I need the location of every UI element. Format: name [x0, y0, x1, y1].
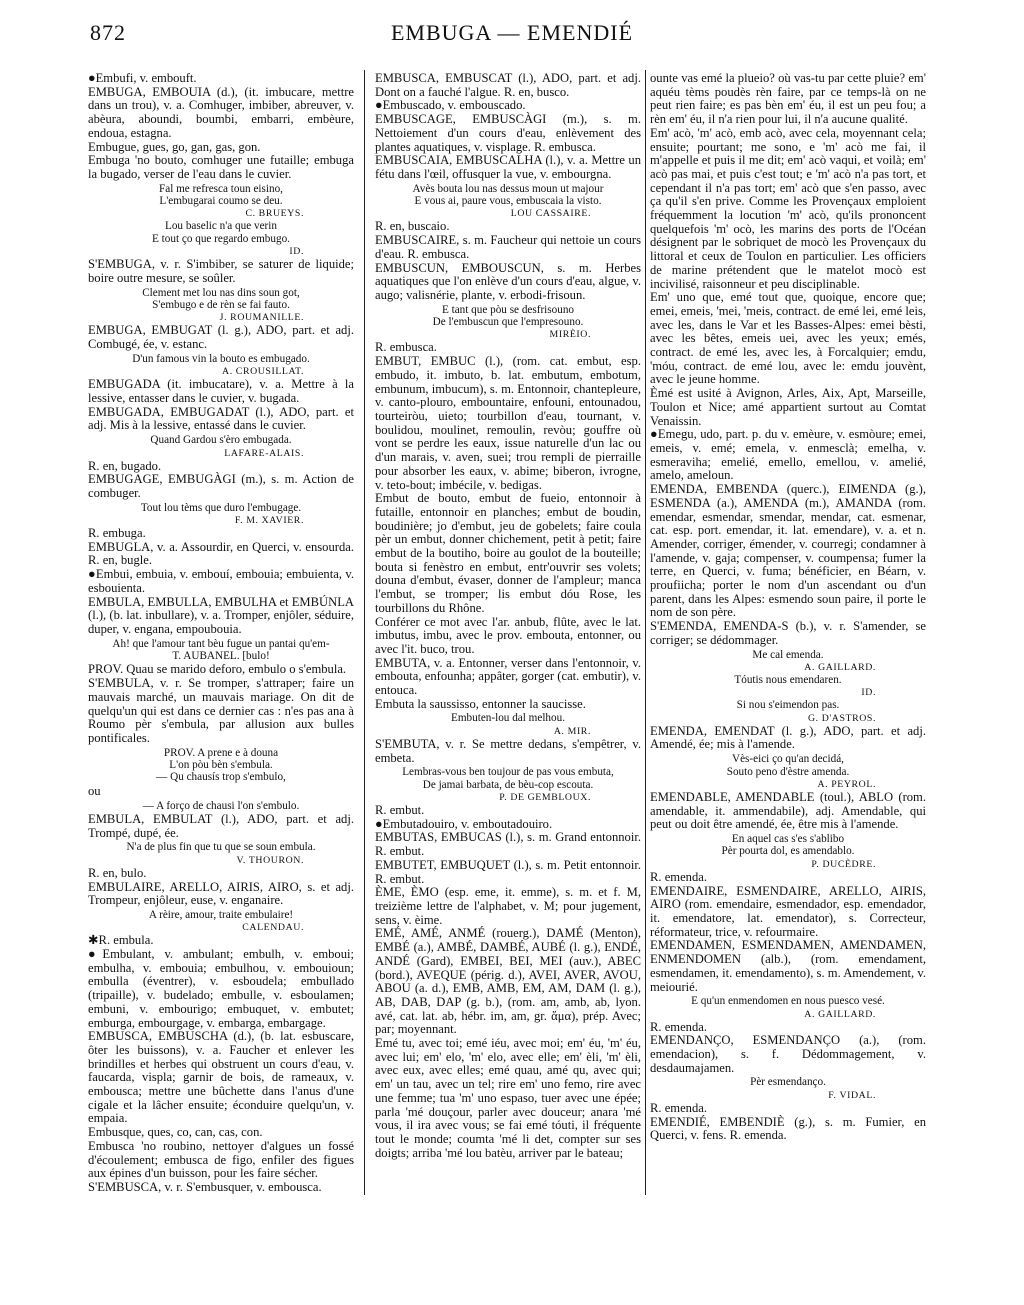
dictionary-entry: ou: [88, 783, 101, 798]
dictionary-entry: EMENDIÉ, EMBENDIÈ (g.), s. m. Fumier, en Querci, v. fens. R. emenda.: [650, 1114, 926, 1143]
citation-author: A. GAILLARD.: [804, 1008, 876, 1020]
dictionary-entry: EMBULA, EMBULAT (l.), ADO, part. et adj. Trompé, dupé, ée.: [88, 812, 354, 840]
dictionary-entry: EMBUSCA, EMBUSCAT (l.), ADO, part. et adj. Dont on a fauché l'algue. R. en, busco.: [375, 72, 641, 99]
citation-quote: PROV. A prene e à douna L'on pòu bèn s'embula. — Qu chausís trop s'embulo,: [156, 746, 286, 784]
citation-author: C. BRUEYS.: [245, 208, 304, 220]
dictionary-entry: Em' acò, 'm' acò, emb acò, avec cela, moyennant cela; ensuite; pourtant; me sono, e 'm' acò me fai, il m'appelle et puis il me dit; em' acò vaqui, et voilà; em' acò pas mai, et puis c'est tout; e 'm' acò n'a pas tort, et cependant il n'a pas tort; em' acò que s'en passo, avec ça qu'il s'en prive. Comme les Provençaux emploient fréquemment la locution 'm' acò, qu'ils prononcent quelquefois 'm' ocò, les marins des ports de l'Océan désignent par le sobriquet de mocò les Provençaux du littoral et ceux de Toulon en particulier. Les officiers de marine prétendent que le matelot mocò est incivilisé, raisonneur et peu disciplinable.: [650, 125, 926, 291]
dictionary-entry: S'EMENDA, EMENDA-S (b.), v. r. S'amender, se corriger; se dédommager.: [650, 619, 926, 647]
citation-author: P. DE GEMBLOUX.: [499, 792, 591, 804]
dictionary-entry: EMÉ, AMÉ, ANMÉ (rouerg.), DAMÉ (Menton), EMBÉ (a.), AMBÉ, DAMBÉ, AUBÉ (l. g.), ENDÉ, ANDÉ (Gard), EMBEI, BEI, MEI (auv.), ABEC (bord.), AVEQUE (périg. d.), AVEI, AVER, AVOU, ABOU (a. d.), EMB, AMB, EM, AM, DAM (l. g.), AB, DAB, DAP (g. b.), (rom. am, amb, ab, lyon. avé, cat. lat. ab, hébr. im, am, gr. ἅμα), prép. Avec; par; moyennant.: [375, 926, 641, 1037]
dictionary-entry: Embuga 'no bouto, comhuger une futaille; embuga la bugado, verser de l'eau dans le cuvier.: [88, 153, 354, 181]
dictionary-entry: EMBULA, EMBULLA, EMBULHA et EMBÚNLA (l.), (b. lat. inbullare), v. a. Tromper, enjôler, séduire, duper, v. engana, empoubouia.: [88, 594, 354, 636]
citation-quote: Ah! que l'amour tant bèu fugue un pantai qu'em- T. AUBANEL. [bulo!: [112, 637, 330, 663]
citation-quote: Vès-eici ço qu'an decidá, Souto peno d'èstre amenda.: [726, 753, 850, 778]
dictionary-entry: EMBUTA, v. a. Entonner, verser dans l'entonnoir, v. embouta, enfounha; appâter, gorger (cat. embutir), v. entoucа.: [375, 655, 641, 698]
dictionary-entry: ●Embulant, v. ambulant; embulh, v. emboui; embulha, v. embouia; embulhou, v. embouioun; embulla (éventrer), v. esboudela; embullado (tripaille), v. budelado; embulle, v. esboulamen; embuni, v. embourigo; embuquet, v. embutet; emburga, embourgage, v. embarga, embargage.: [88, 947, 354, 1030]
dictionary-entry: S'EMBUTA, v. r. Se mettre dedans, s'empêtrer, v. embeta.: [375, 736, 641, 765]
dictionary-entry: EMBUTET, EMBUQUET (l.), s. m. Petit entonnoir. R. embut.: [375, 857, 641, 886]
citation-author: A. CROUSILLAT.: [222, 366, 304, 378]
dictionary-entry: Embuta la saussisso, entonner la saucisse.: [375, 696, 586, 711]
citation-author: V. THOURON.: [236, 854, 304, 866]
citation-quote: E tant que pòu se desfrisouno De l'embuscun que l'empresouno.: [432, 303, 584, 329]
dictionary-entry: ✱R. embula.: [88, 933, 154, 948]
dictionary-entry: PROV. Quau se marido deforo, embulo o s'embula.: [88, 662, 347, 677]
dictionary-entry: EMBUSCAGE, EMBUSCÀGI (m.), s. m. Nettoiement d'un cours d'eau, enlèvement des plantes aquatiques, v. visplage. R. embusca.: [375, 112, 641, 154]
dictionary-entry: R. embusca.: [375, 340, 437, 355]
dictionary-entry: R. embut.: [375, 803, 425, 818]
dictionary-entry: ●Emegu, udo, part. p. du v. emèure, v. esmòure; emei, emeis, v. emé; emela, v. enmesclà; emelha, v. esmeraviha; emelié, emello, emellou, v. amelié, amelo, ameloun.: [650, 427, 926, 483]
dictionary-entry: R. en, bulo.: [88, 865, 147, 880]
dictionary-entry: Conférer ce mot avec l'ar. anbub, flûte, avec le lat. imbutus, imbu, avec le prov. embouta, entonner, ou avec l'it. buco, trou.: [375, 614, 641, 656]
dictionary-entry: R. emenda.: [650, 1100, 708, 1115]
page-number: 872: [90, 20, 126, 45]
dictionary-entry: S'EMBUGA, v. r. S'imbiber, se saturer de liquide; boire outre mesure, se soûler.: [88, 257, 354, 285]
citation-author: A. MIR.: [553, 725, 591, 737]
citation-author: G. D'ASTROS.: [807, 712, 876, 724]
dictionary-entry: ●Embuscado, v. embouscado.: [375, 98, 526, 113]
citation-author: J. ROUMANILLE.: [219, 312, 304, 324]
citation-quote: Clement met lou nas dins soun got, S'embugo e de rèn se fai fauto.: [142, 286, 300, 312]
dictionary-entry: Embusca 'no roubino, nettoyer d'algues un fossé d'écoulement; embusca de figo, enfiler des figues aux épines d'un buisson, pour les faire sécher.: [88, 1138, 354, 1181]
dictionary-entry: EMBUSCAIRE, s. m. Faucheur qui nettoie un cours d'eau. R. embusca.: [375, 233, 641, 261]
dictionary-entry: EMBUGADA, EMBUGADAT (l.), ADO, part. et adj. Mis à la lessive, entassé dans le cuvier.: [88, 404, 354, 433]
dictionary-entry: EMBUTAS, EMBUCAS (l.), s. m. Grand entonnoir. R. embut.: [375, 830, 641, 859]
dictionary-entry: S'EMBUSCA, v. r. S'embusquer, v. embousca.: [88, 1179, 322, 1194]
running-head: EMBUGA — EMENDIÉ: [390, 20, 634, 45]
dictionary-entry: Emé tu, avec toi; emé iéu, avec moi; em' éu, 'm' éu, avec lui; em' elo, 'm' elo, avec elle; em' èli, 'm' èli, avec eux, avec elles; emé quau, amé qu, avec qui; em' un tau, avec un tel; rire em' uno femo, rire avec une femme; tua 'm' uno espaso, tuer avec une épée; parla 'mé douçour, parler avec douceur; anara 'mé vous, il ira avec vous; se fai emé tóuti, il fréquente tout le monde; coumta 'mé li det, compter sur ses doigts; arriba 'mé lou batèu, arriver par le bateau;: [375, 1036, 641, 1160]
citation-quote: A rèire, amour, traite embulaire!: [148, 908, 294, 921]
dictionary-entry: EMBUGA, EMBUGAT (l. g.), ADO, part. et adj. Combugé, ée, v. estanc.: [88, 323, 354, 352]
citation-quote: Fal me refresca toun eisino, L'embugarai coumo se deu.: [159, 182, 283, 208]
citation-quote: — A forço de chausi l'on s'embulo.: [142, 799, 300, 812]
dictionary-entry: EMENDA, EMBENDA (querc.), EIMENDA (g.), ESMENDA (a.), AMENDA (m.), AMANDA (rom. emendar, esmendar, smendar, mendar, cat. esmenar, cat. esp. port. emendar, it. lat. emendare), v. a. et n. Amender, corriger, émender, v. courregi; condamner à l'amende, v. gaja; compenser, v. coumpensa; fumer la terre, en Querci, v. fuma; bénéficier, en Béarn, v. proufiicha; porter le nom d'un ascendant ou d'un parent, dans les Alpes: esmendo soun paire, il porte le nom de son père.: [650, 482, 926, 620]
citation-author: F. M. XAVIER.: [234, 515, 304, 527]
column-rule: [364, 70, 365, 1195]
citation-quote: N'a de plus fin que tu que se soun embula.: [126, 841, 316, 854]
citation-quote: Pèr esmendanço.: [750, 1076, 826, 1089]
dictionary-entry: R. emenda.: [650, 869, 708, 884]
citation-quote: Lou baselic n'a que verin E tout ço que regardo embugo.: [152, 220, 290, 245]
citation-quote: E qu'un enmendomen en nous puesco vesé.: [691, 995, 885, 1008]
citation-quote: Embuten-lou dal melhou.: [450, 712, 566, 725]
citation-quote: Avès bouta lou nas dessus moun ut majour E vous ai, paure vous, embuscaia la visto.: [412, 182, 604, 208]
dictionary-entry: EMBUGA, EMBOUIA (d.), (it. imbucare, mettre dans un trou), v. a. Comhuger, imbiber, abreuver, v. abèura, aboundi, boumbi, embarri, embèure, endoua, estagna.: [88, 84, 354, 140]
dictionary-entry: EMBULAIRE, ARELLO, AIRIS, AIRO, s. et adj. Trompeur, enjôleur, euse, v. enganaire.: [88, 879, 354, 908]
citation-author: ID.: [861, 687, 876, 699]
dictionary-entry: ●Embufi, v. embouft.: [88, 72, 197, 85]
dictionary-entry: EMBUGLA, v. a. Assourdir, en Querci, v. ensourda. R. en, bugle.: [88, 539, 354, 568]
citation-author: A. GAILLARD.: [804, 661, 876, 673]
citation-author: F. VIDAL.: [828, 1089, 876, 1101]
dictionary-entry: EMENDAMEN, ESMENDAMEN, AMENDAMEN, ENMENDOMEN (alb.), (rom. emendament, esmendamen, it. emendamento), s. m. Amendement, v. meiourié.: [650, 938, 926, 994]
citation-quote: Quand Gardou s'èro embugada.: [150, 434, 292, 447]
column-1: [88, 72, 354, 1297]
citation-quote: Lembras-vous ben toujour de pas vous embuta, De jamai barbata, de bèu-cop escouta.: [402, 766, 614, 791]
dictionary-entry: EMENDAIRE, ESMENDAIRE, ARELLO, AIRIS, AIRO (rom. emendaire, esmendador, esp. emendador, it. emendatore, lat. emendator), s. Correcteur, réformateur, trice, v. refourmaire.: [650, 883, 926, 939]
dictionary-entry: EMBUSCA, EMBUSCHA (d.), (b. lat. esbuscare, ôter les buissons), v. a. Faucher et enlever les brindilles et herbes qui obstruent un cours d'eau, v. faucarda, vispla; garnir de bois, de rameaux, v. embousca; mettre une bûchette dans l'anus d'une cigale et la lâcher ensuite; éconduire quelqu'un, v. empaia.: [88, 1029, 354, 1126]
dictionary-entry: Embugue, gues, go, gan, gas, gon.: [88, 139, 261, 154]
dictionary-entry: R. embuga.: [88, 526, 146, 541]
dictionary-entry: Embusque, ques, co, can, cas, con.: [88, 1125, 263, 1140]
citation-quote: Si nou s'eimendon pas.: [736, 699, 840, 712]
column-2: [375, 72, 641, 1297]
citation-quote: D'un famous vin la bouto es embugado.: [132, 352, 310, 365]
dictionary-entry: R. emenda.: [650, 1019, 708, 1034]
dictionary-entry: ●Embui, embuia, v. embouí, embouia; embuienta, v. esbouienta.: [88, 567, 354, 595]
citation-author: ID.: [289, 246, 304, 258]
dictionary-entry: EMBUGAGE, EMBUGÀGI (m.), s. m. Action de combuger.: [88, 472, 354, 500]
dictionary-entry: ●Embutadouiro, v. emboutadouiro.: [375, 816, 553, 831]
dictionary-entry: R. en, bugado.: [88, 458, 162, 473]
dictionary-entry: EMENDABLE, AMENDABLE (toul.), ABLO (rom. amendable, it. ammendabile), adj. Amendable, qui peut ou doit être amendé, ée, être mis à l'amende.: [650, 789, 926, 832]
citation-author: A. PEYROL.: [817, 778, 876, 790]
dictionary-entry: Embut de bouto, embut de fueio, entonnoir à futaille, entonnoir en planches; embut de boudin, boudinière; jo d'embut, jeu de gobelets; faire coula pèr un embut, donner chichement, petit à petit; faire embut de la boutiho, boire au goulot de la bouteille; bouta si fenèstro en embut, entr'ouvrir ses volets; douna d'embut, évaser, donner de l'ampleur; manca l'embut, se tromper; lis embut dóu Rose, les tourbillons du Rhône.: [375, 491, 641, 615]
dictionary-entry: ÈME, ÈMO (esp. eme, it. emme), s. m. et f. M, treizième lettre de l'alphabet, v. M; pour jugement, sens, v. èime.: [375, 885, 641, 927]
dictionary-entry: EMBUT, EMBUC (l.), (rom. cat. embut, esp. embudo, it. imbuto, b. lat. embutum, embotum, embunum, imbucum), s. m. Entonnoir, chantepleure, v. canto-plouro, embountaire, enfouni, entounadou, tourteiròu, uieto; tourbillon d'eau, tournant, v. boulidou, moulinet, remoulin, revòu; gouffre où vont se perdre les eaux, issue naturelle d'un lac ou d'un marais, v. aven, suei; trou rempli de pierraille pour absorber les eaux, v. abime; biberon, ivrogne, v. teto-bout; imbécile, v. bedigas.: [375, 354, 641, 492]
citation-author: P. DUCÈDRE.: [811, 858, 876, 870]
citation-author: MIRÈIO.: [549, 329, 591, 341]
dictionary-entry: EMBUSCAIA, EMBUSCALHA (l.), v. a. Mettre un fétu dans l'œil, offusquer la vue, v. embourgna.: [375, 153, 641, 181]
column-3: [650, 72, 926, 1297]
dictionary-entry: EMENDA, EMENDAT (l. g.), ADO, part. et adj. Amendé, ée; mis à l'amende.: [650, 723, 926, 752]
citation-author: CALENDAU.: [242, 922, 304, 934]
dictionary-entry: EMENDANÇO, ESMENDANÇO (a.), (rom. emendacion), s. f. Dédommagement, v. desdaumajamen.: [650, 1033, 926, 1075]
citation-quote: Me cal emenda.: [752, 648, 824, 661]
citation-quote: Tout lou tèms que duro l'embugage.: [140, 501, 302, 514]
citation-author: LOU CASSAIRE.: [510, 208, 591, 220]
dictionary-entry: EMBUGADA (it. imbucatare), v. a. Mettre à la lessive, entasser dans le cuvier, v. bugada.: [88, 377, 354, 405]
citation-author: LAFARE-ALAIS.: [224, 447, 304, 459]
citation-quote: En aquel cas s'es s'ablibo Pèr pourta dol, es amendablo.: [721, 833, 855, 858]
column-rule: [645, 70, 646, 1195]
dictionary-entry: EMBUSCUN, EMBOUSCUN, s. m. Herbes aquatiques que l'on enlève d'un cours d'eau, algue, v. augo; valisnérie, plante, v. erbodi-frisoun.: [375, 260, 641, 302]
dictionary-entry: ounte vas emé la plueio? où vas-tu par cette pluie? em' aquéu tèms poudès rèn faire, par ce temps-là on ne peut rien faire; es pas bèn em' éu, il est un peu fou; a rèn em' éu, il n'a rien pour lui, il n'a aucune qualité.: [650, 72, 926, 127]
dictionary-entry: Èmé est usité à Avignon, Arles, Aix, Apt, Marseille, Toulon et Nice; amé appartient surtout au Comtat Venaissin.: [650, 386, 926, 428]
dictionary-entry: R. en, buscaio.: [375, 219, 450, 234]
dictionary-entry: S'EMBULA, v. r. Se tromper, s'attraper; faire un mauvais marché, un mauvais mariage. On dit de quelqu'un qui est dans ce dernier cas : n'es pas ana à Roumo pèr s'embula, par allusion aux bulles pontificales.: [88, 676, 354, 745]
citation-quote: Tóutis nous emendaren.: [734, 673, 842, 686]
dictionary-entry: Em' uno que, emé tout que, quoique, encore que; emei, emeis, 'mei, 'meis, contract. de emé lei, emé leis, avec les, dans le Var et les Basses-Alpes: emei bèsti, avec les bêtes, emeis uei, avec les yeux; emés, contract. de emé les, avec les, à Forcalquier; emdu, 'móu, contract. de emé lou, avec le: emdu jouvènt, avec le jeune homme.: [650, 290, 926, 387]
